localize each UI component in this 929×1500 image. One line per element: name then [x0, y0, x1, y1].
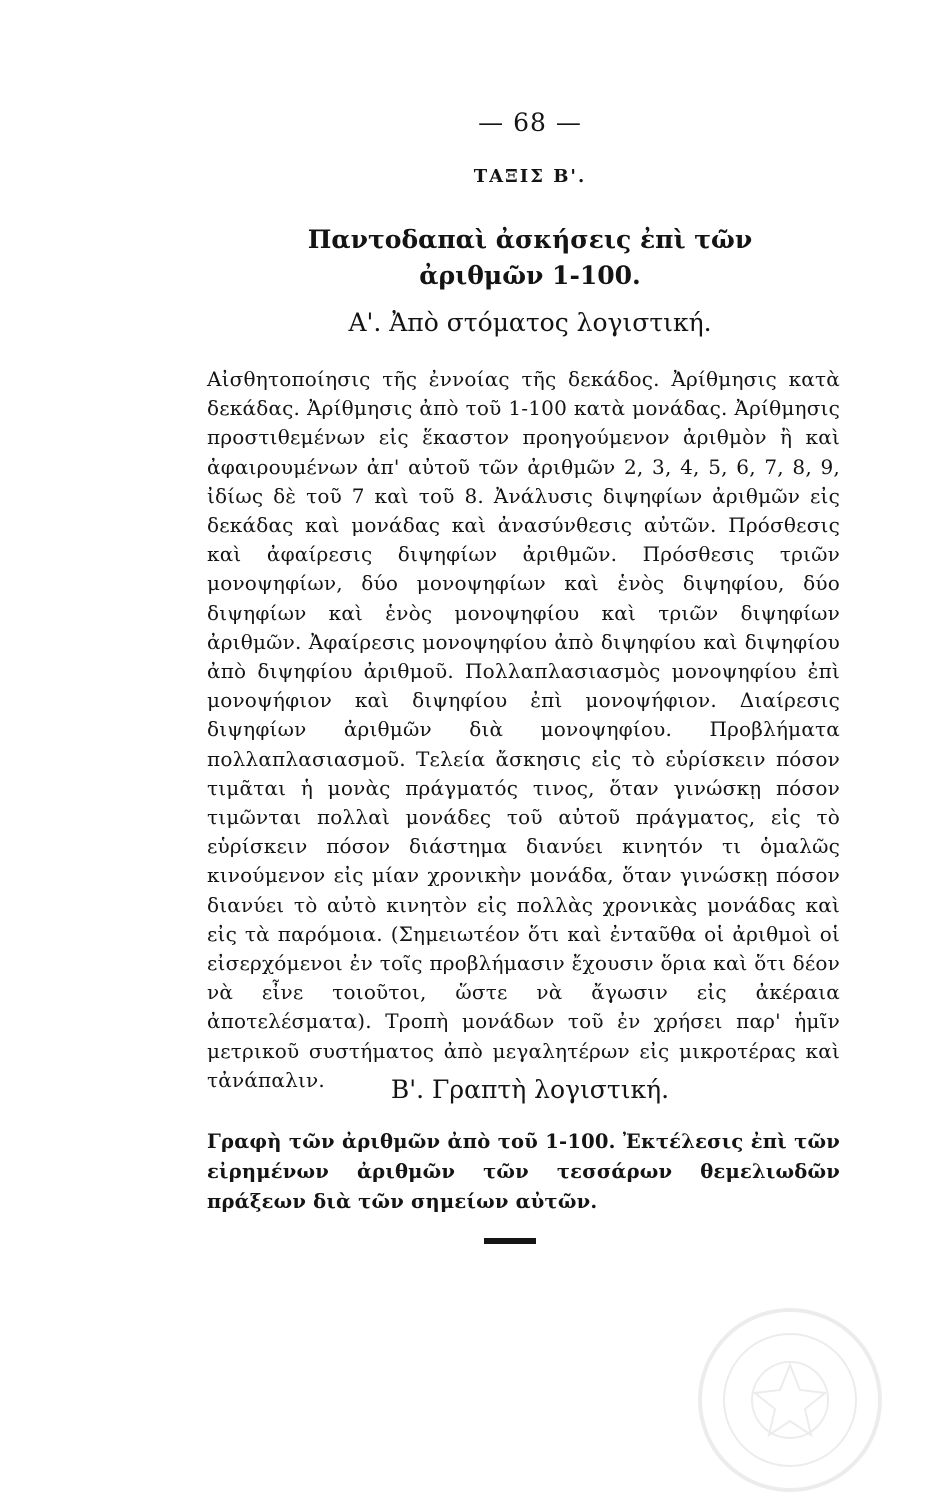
grade-heading: ΤΑΞΙΣ Β'.: [473, 166, 587, 187]
main-title: [0, 222, 929, 294]
section-b-paragraph: Γραφὴ τῶν ἀριθμῶν ἀπὸ τοῦ 1-100. Ἐκτέλεσις ἐπὶ τῶν εἰρημένων ἀριθμῶν τῶν τεσσάρων θεμελιωδῶν πράξεων διὰ τῶν σημείων αὐτῶν.: [207, 1130, 840, 1213]
end-rule: [484, 1238, 536, 1244]
section-a-heading: Α'. Ἀπὸ στόματος λογιστική.: [348, 308, 712, 337]
section-a-paragraph: Αἰσθητοποίησις τῆς ἐννοίας τῆς δεκάδος. Ἀρίθμησις κατὰ δεκάδας. Ἀρίθμησις ἀπὸ τοῦ 1-100 κατὰ μονάδας. Ἀρίθμησις προστιθεμένων εἰς ἕκαστον προηγούμενον ἀριθμὸν ἢ καὶ ἀφαιρουμένων ἀπ' αὐτοῦ τῶν ἀριθμῶν 2, 3, 4, 5, 6, 7, 8, 9, ἰδίως δὲ τοῦ 7 καὶ τοῦ 8. Ἀνάλυσις διψηφίων ἀριθμῶν εἰς δεκάδας καὶ μονάδας καὶ ἀνασύνθεσις αὐτῶν. Πρόσθεσις καὶ ἀφαίρεσις διψηφίων ἀριθμῶν. Πρόσθεσις τριῶν μονοψηφίων, δύο μονοψηφίων καὶ ἑνὸς διψηφίου, δύο διψηφίων καὶ ἑνὸς μονοψηφίου καὶ τριῶν διψηφίων ἀριθμῶν. Ἀφαίρεσις μονοψηφίου ἀπὸ διψηφίου καὶ διψηφίου ἀπὸ διψηφίου ἀριθμοῦ. Πολλαπλασιασμὸς μονοψηφίου ἐπὶ μονοψήφιον καὶ διψηφίου ἐπὶ μονοψήφιον. Διαίρεσις διψηφίων ἀριθμῶν διὰ μονοψηφίου. Προβλήματα πολλαπλασιασμοῦ. Τελεία ἄσκησις εἰς τὸ εὑρίσκειν πόσον τιμᾶται ἡ μονὰς πράγματός τινος, ὅταν γινώσκῃ πόσον τιμῶνται πολλαὶ μονάδες τοῦ αὐτοῦ πράγματος, εἰς τὸ εὑρίσκειν πόσον διάστημα διανύει κινητόν τι ὁμαλῶς κινούμενον εἰς μίαν χρονικὴν μονάδα, ὅταν γινώσκῃ πόσον διανύει τὸ αὐτὸ κινητὸν εἰς πολλὰς χρονικὰς μονάδας καὶ εἰς τὰ παρόμοια. (Σημειωτέον ὅτι καὶ ἐνταῦθα οἱ ἀριθμοὶ οἱ εἰσερχόμενοι ἐν τοῖς προβλήμασιν ἔχουσιν ὅρια καὶ ὅτι δέον νὰ εἶνε τοιοῦτοι, ὥστε νὰ ἄγωσιν εἰς ἀκέραια ἀποτελέσματα). Τροπὴ μονάδων τοῦ ἐν χρήσει παρ' ἡμῖν μετρικοῦ συστήματος ἀπὸ μεγαλητέρων εἰς μικροτέρας καὶ τἀνάπαλιν.: [207, 367, 840, 1092]
library-stamp-icon: [695, 1305, 885, 1495]
main-title-line-2: ἀριθμῶν 1-100.: [419, 261, 641, 290]
main-title-line-1: Παντοδαπαὶ ἀσκήσεις ἐπὶ τῶν: [307, 225, 753, 254]
section-b-heading: Β'. Γραπτὴ λογιστική.: [390, 1075, 670, 1104]
page-number: — 68 —: [478, 108, 582, 137]
